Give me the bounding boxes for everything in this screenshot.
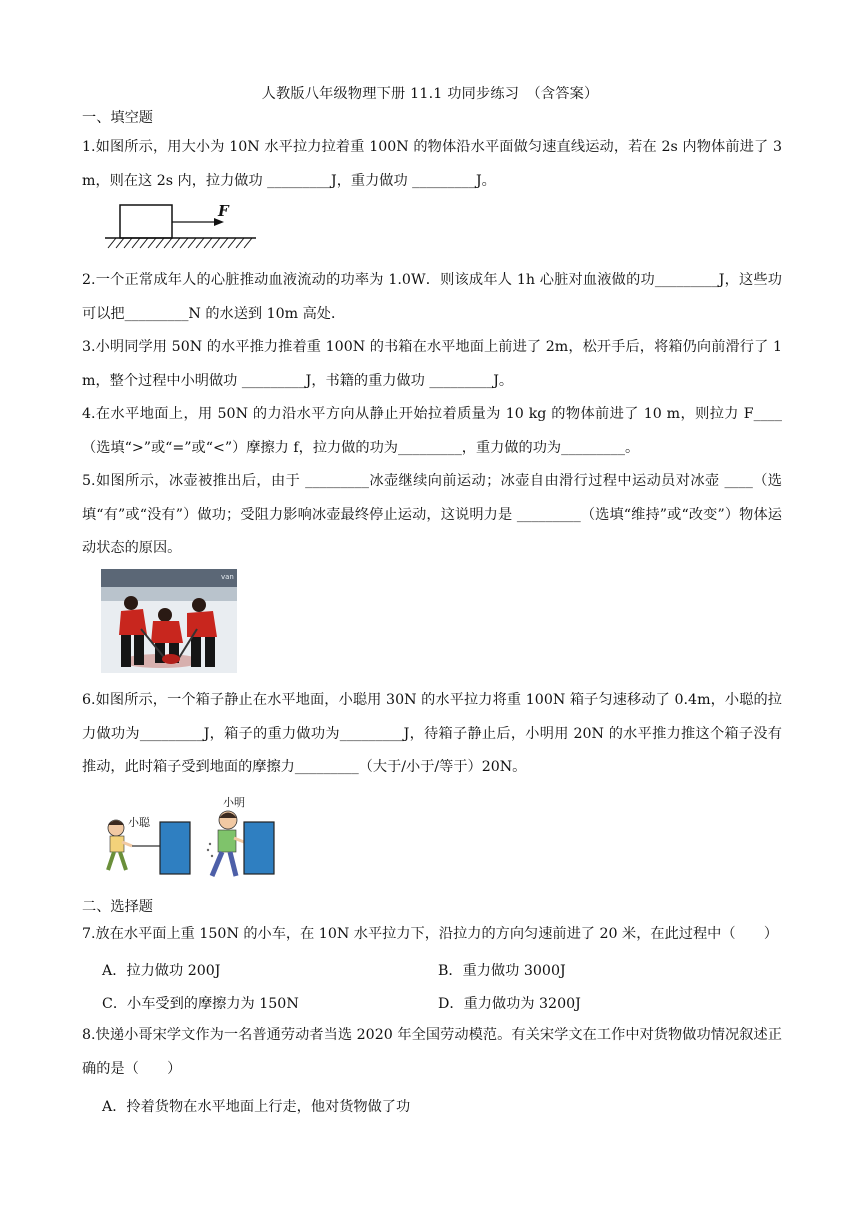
page-title: 人教版八年级物理下册 11.1 功同步练习 （含答案）	[261, 86, 599, 102]
question-8: 8.快递小哥宋学文作为一名普通劳动者当选 2020 年全国劳动模范。有关宋学文在工作中对货物做功情况叙述正确的是（ ）	[82, 1027, 782, 1077]
question-5: 5.如图所示，冰壶被推出后，由于 _________冰壶继续向前运动；冰壶自由滑行过程中运动员对冰壶 ____（选填“有”或“没有”）做功；受阻力影响冰壶最终停止运动，这说明力是 _________（选填“维持”或“改变”）物体运动状态的原因。	[82, 473, 782, 556]
photo-banner-text: van	[221, 573, 234, 581]
label-xiaoming: 小明	[223, 796, 245, 809]
box-left	[160, 822, 190, 874]
box-right	[244, 822, 274, 874]
q8-option-a: A．拎着货物在水平地面上行走，他对货物做了功	[102, 1099, 411, 1115]
question-4: 4.在水平地面上，用 50N 的力沿水平方向从静止开始拉着质量为 10 kg 的物体前进了 10 m，则拉力 F____（选填“>”或“=”或“<”）摩擦力 f，拉力做的功为_________，重力做的功为_________。	[82, 406, 782, 456]
label-xiaocong: 小聪	[128, 816, 150, 829]
q7-option-d: D．重力做功为 3200J	[438, 996, 581, 1012]
question-3: 3.小明同学用 50N 的水平推力推着重 100N 的书箱在水平地面上前进了 2m，松开手后，将箱仍向前滑行了 1m，整个过程中小明做功 _________J，书籍的重力做功 _________J。	[82, 339, 782, 389]
q7-option-a: A．拉力做功 200J	[102, 963, 221, 979]
section-heading-choice: 二、选择题	[82, 899, 153, 915]
kid-right	[207, 811, 244, 876]
question-2: 2.一个正常成年人的心脏推动血液流动的功率为 1.0W．则该成年人 1h 心脏对血液做的功_________J，这些功可以把_________N 的水送到 10m 高处．	[82, 272, 782, 322]
figure-block-force-diagram	[100, 200, 260, 252]
figure-boxes-kids	[98, 790, 278, 886]
ground-hatching	[108, 238, 252, 248]
question-7: 7.放在水平面上重 150N 的小车，在 10N 水平拉力下，沿拉力的方向匀速前进了 20 米，在此过程中（ ）	[82, 926, 779, 942]
curling-stone	[162, 654, 180, 664]
question-6: 6.如图所示，一个箱子静止在水平地面，小聪用 30N 的水平拉力将重 100N 箱子匀速移动了 0.4m，小聪的拉力做功为_________J，箱子的重力做功为_________J，待箱子静止后，小明用 20N 的水平推力推这个箱子没有推动，此时箱子受到地面的摩擦力_________（大于/小于/等于）20N。	[82, 692, 782, 775]
block-shape	[120, 205, 172, 238]
section-heading-fill-blank: 一、填空题	[82, 110, 153, 126]
q7-option-c: C．小车受到的摩擦力为 150N	[102, 996, 299, 1012]
force-label: F	[218, 202, 229, 220]
question-1: 1.如图所示，用大小为 10N 水平拉力拉着重 100N 的物体沿水平面做匀速直线运动，若在 2s 内物体前进了 3m，则在这 2s 内，拉力做功 _________J，重力做功 _________J。	[82, 139, 782, 189]
q7-option-b: B．重力做功 3000J	[438, 963, 566, 979]
figure-curling-photo	[101, 569, 237, 673]
